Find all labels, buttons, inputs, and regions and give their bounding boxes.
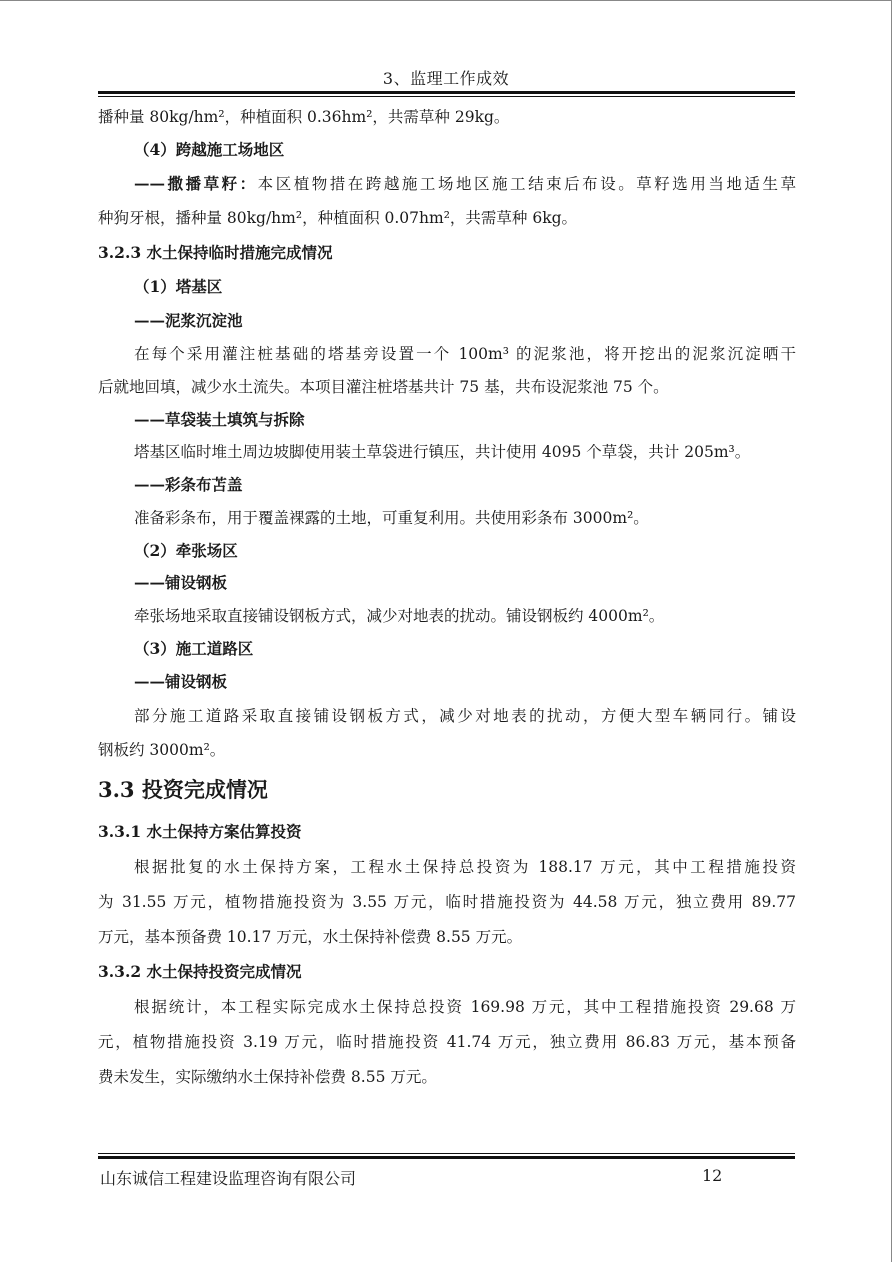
body-line: 在每个采用灌注桩基础的塔基旁设置一个 100m³ 的泥浆池，将开挖出的泥浆沉淀晒干 [134, 345, 796, 363]
header-rule-thin [98, 96, 795, 97]
measure-label: ——彩条布苫盖 [134, 475, 243, 494]
section-heading-3-3-1: 3.3.1 水土保持方案估算投资 [98, 822, 302, 841]
body-line [134, 174, 796, 194]
body-line: 牵张场地采取直接铺设钢板方式，减少对地表的扰动。铺设钢板约 4000m²。 [134, 607, 665, 625]
section-heading-3-2-3: 3.2.3 水土保持临时措施完成情况 [98, 243, 333, 262]
body-line: 元，植物措施投资 3.19 万元，临时措施投资 41.74 万元，独立费用 86.83 万元，基本预备 [98, 1033, 796, 1051]
body-line: 塔基区临时堆土周边坡脚使用装土草袋进行镇压，共计使用 4095 个草袋，共计 205m³。 [134, 443, 751, 461]
body-line: 费未发生，实际缴纳水土保持补偿费 8.55 万元。 [98, 1068, 437, 1086]
footer-rule-thin [98, 1153, 795, 1154]
body-line: 后就地回填，减少水土流失。本项目灌注桩塔基共计 75 基，共布设泥浆池 75 个。 [98, 378, 669, 396]
body-line: 根据统计，本工程实际完成水土保持总投资 169.98 万元，其中工程措施投资 29.68 万 [134, 998, 796, 1016]
body-line: 万元，基本预备费 10.17 万元，水土保持补偿费 8.55 万元。 [98, 928, 523, 946]
body-line: 根据批复的水土保持方案，工程水土保持总投资为 188.17 万元，其中工程措施投资 [134, 858, 796, 876]
header-rule-thick [98, 91, 795, 94]
subsection-heading: （4）跨越施工场地区 [134, 140, 285, 159]
section-heading-3-3: 3.3 投资完成情况 [98, 777, 268, 802]
measure-label: ——草袋装土填筑与拆除 [134, 410, 305, 429]
page-border-top [0, 0, 892, 1]
section-heading-3-3-2: 3.3.2 水土保持投资完成情况 [98, 962, 302, 981]
body-line: 部分施工道路采取直接铺设钢板方式，减少对地表的扰动，方便大型车辆同行。铺设 [134, 707, 796, 725]
body-line: 种狗牙根，播种量 80kg/hm²，种植面积 0.07hm²，共需草种 6kg。 [98, 209, 578, 227]
body-line: 钢板约 3000m²。 [98, 741, 226, 759]
running-header: 3、监理工作成效 [382, 69, 510, 88]
subsection-heading: （1）塔基区 [134, 277, 223, 296]
measure-label: ——泥浆沉淀池 [134, 311, 243, 330]
body-line: 为 31.55 万元，植物措施投资为 3.55 万元，临时措施投资为 44.58 万元，独立费用 89.77 [98, 893, 796, 911]
body-text: 本区植物措在跨越施工场地区施工结束后布设。草籽选用当地适生草 [257, 175, 796, 193]
measure-label: ——铺设钢板 [134, 573, 228, 592]
measure-label: ——撒播草籽： [134, 174, 258, 193]
measure-label: ——铺设钢板 [134, 672, 228, 691]
body-line: 播种量 80kg/hm²，种植面积 0.36hm²，共需草种 29kg。 [98, 108, 510, 126]
footer-rule-thick [98, 1156, 795, 1159]
subsection-heading: （3）施工道路区 [134, 639, 254, 658]
footer-company-name: 山东诚信工程建设监理咨询有限公司 [100, 1169, 357, 1188]
page-number: 12 [702, 1166, 723, 1185]
body-line: 准备彩条布，用于覆盖裸露的土地，可重复利用。共使用彩条布 3000m²。 [134, 509, 649, 527]
subsection-heading: （2）牵张场区 [134, 541, 238, 560]
